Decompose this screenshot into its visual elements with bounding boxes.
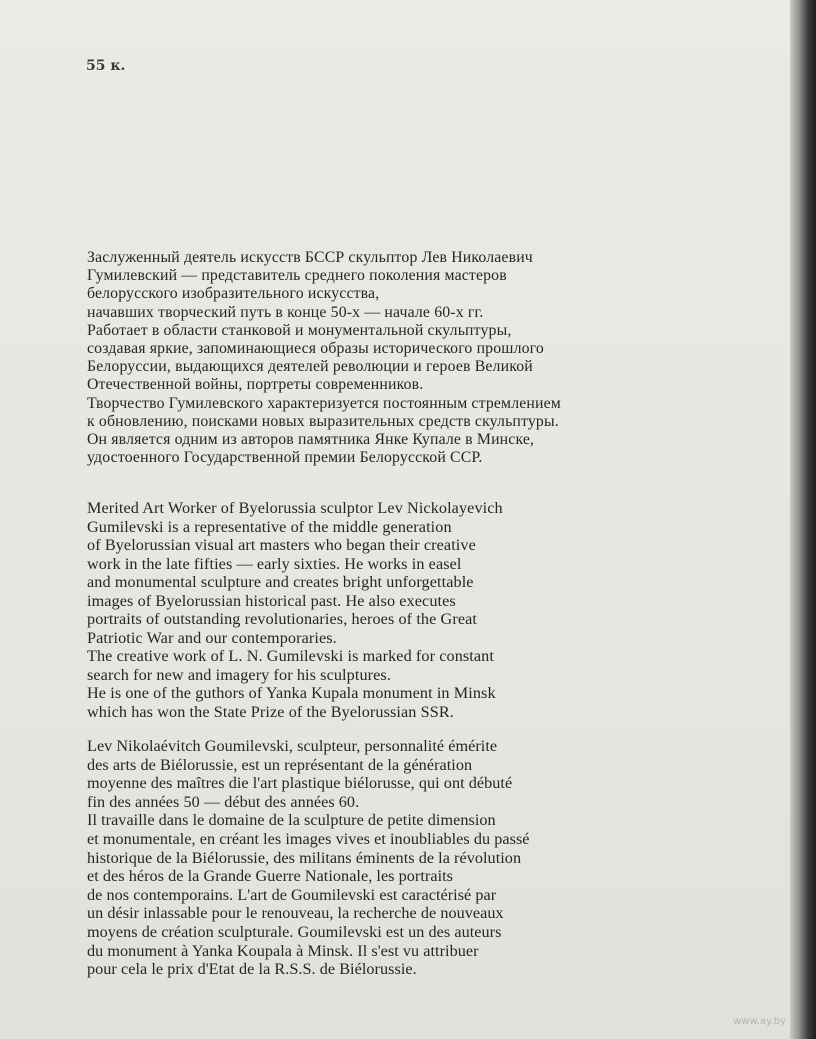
text-line: удостоенного Государственной премии Белорусской ССР. — [87, 449, 483, 467]
text-line: du monument à Yanka Koupala à Minsk. Il s'est vu attribuer — [87, 941, 479, 960]
text-line: белорусского изобразительного искусства, — [87, 285, 380, 303]
text-line: Merited Art Worker of Byelorussia sculptor Lev Nickolayevich — [87, 499, 503, 517]
text-line: The creative work of L. N. Gumilevski is marked for constant — [87, 647, 494, 665]
price-label: 55 к. — [86, 58, 126, 74]
english-paragraph — [87, 499, 503, 721]
text-line: search for new and imagery for his sculptures. — [87, 665, 391, 684]
text-line: Белоруссии, выдающихся деятелей революции и героев Великой — [87, 358, 533, 376]
text-line: de nos contemporains. L'art de Goumilevski est caractérisé par — [87, 885, 497, 904]
text-line: Работает в области станковой и монументальной скульптуры, — [87, 321, 512, 339]
page-edge-shadow — [790, 0, 816, 1039]
text-line: moyens de création sculpturale. Goumilevski est un des auteurs — [87, 922, 502, 941]
text-line: Lev Nikolaévitch Goumilevski, sculpteur, personnalité émérite — [87, 737, 498, 755]
text-line: un désir inlassable pour le renouveau, la recherche de nouveaux — [87, 904, 504, 923]
text-line: which has won the State Prize of the Byelorussian SSR. — [87, 702, 454, 721]
text-line: and monumental sculpture and creates bright unforgettable — [87, 573, 474, 591]
text-line: Он является одним из авторов памятника Янке Купале в Минске, — [87, 431, 535, 449]
text-line: Гумилевский — представитель среднего поколения мастеров — [87, 267, 507, 285]
russian-paragraph — [87, 249, 561, 467]
text-line: portraits of outstanding revolutionaries, heroes of the Great — [87, 610, 477, 628]
text-line: fin des années 50 — début des années 60. — [87, 792, 360, 811]
watermark: www.ay.by — [733, 1016, 786, 1027]
text-line: Отечественной войны, портреты современников. — [87, 376, 424, 394]
text-line: pour cela le prix d'Etat de la R.S.S. de Biélorussie. — [87, 960, 417, 979]
text-line: et des héros de la Grande Guerre Nationale, les portraits — [87, 867, 454, 886]
text-line: Patriotic War and our contemporaries. — [87, 628, 337, 647]
text-line: начавших творческий путь в конце 50-х — начале 60-х гг. — [87, 303, 484, 321]
text-line: historique de la Biélorussie, des militans éminents de la révolution — [87, 848, 522, 867]
text-line: of Byelorussian visual art masters who began their creative — [87, 536, 476, 554]
text-line: Gumilevski is a representative of the middle generation — [87, 517, 452, 536]
text-line: к обновлению, поисками новых выразительных средств скульптуры. — [87, 412, 559, 430]
text-line: et monumentale, en créant les images vives et inoubliables du passé — [87, 829, 530, 848]
french-paragraph — [87, 737, 530, 979]
text-line: создавая яркие, запоминающиеся образы исторического прошлого — [87, 340, 544, 358]
text-line: Творчество Гумилевского характеризуется постоянным стремлением — [87, 394, 561, 412]
text-line: des arts de Biélorussie, est un représentant de la génération — [87, 755, 473, 774]
text-line: Заслуженный деятель искусств БССР скульптор Лев Николаевич — [87, 249, 533, 266]
text-line: moyenne des maîtres die l'art plastique biélorusse, qui ont débuté — [87, 774, 513, 793]
text-line: Il travaille dans le domaine de la sculpture de petite dimension — [87, 811, 496, 830]
text-line: work in the late fifties — early sixties. He works in easel — [87, 554, 462, 573]
text-line: He is one of the guthors of Yanka Kupala monument in Minsk — [87, 684, 496, 702]
text-line: images of Byelorussian historical past. He also executes — [87, 591, 456, 610]
